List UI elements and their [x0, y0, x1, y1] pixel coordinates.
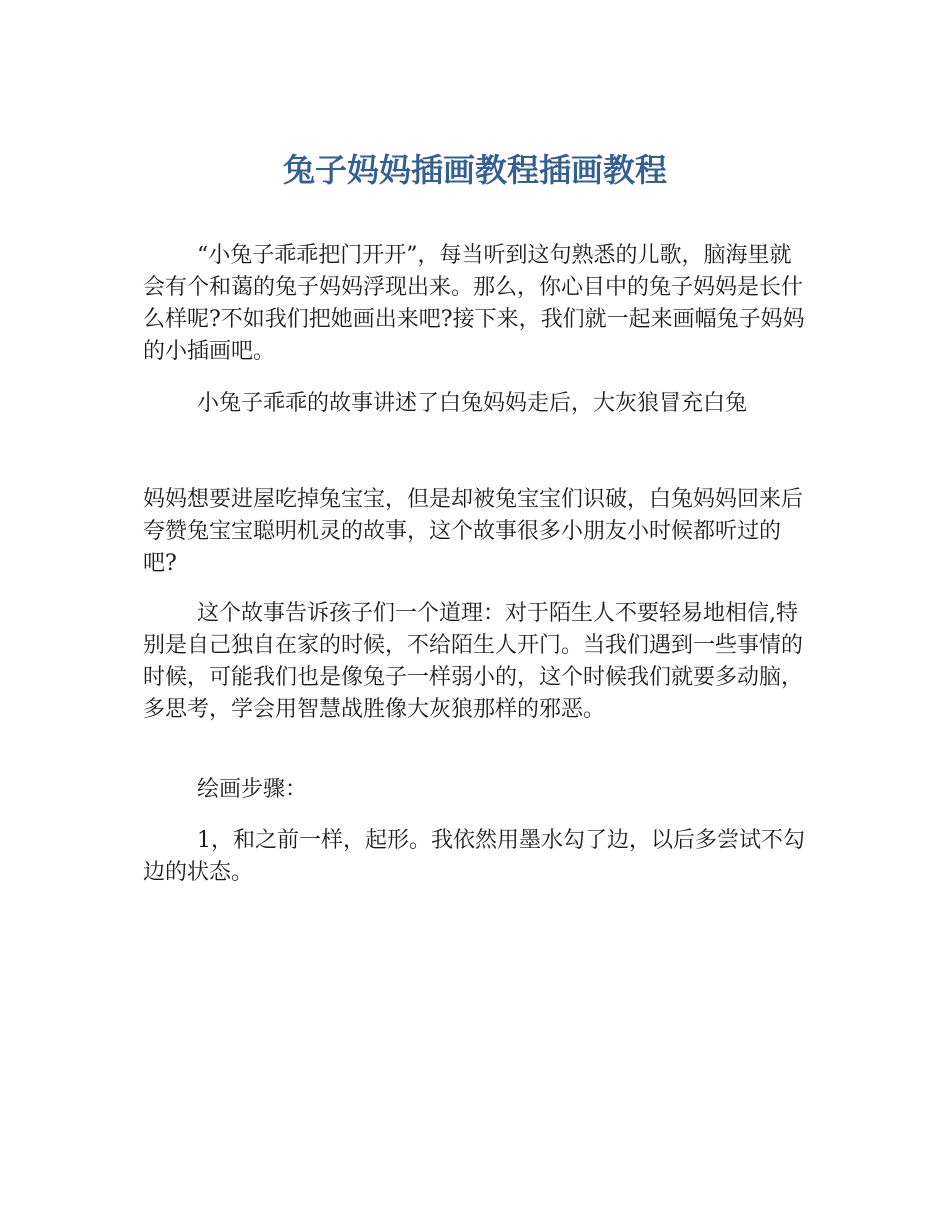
paragraph-intro: “小兔子乖乖把门开开”，每当听到这句熟悉的儿歌，脑海里就会有个和蔼的兔子妈妈浮现出来。那么，你心目中的兔子妈妈是长什么样呢?不如我们把她画出来吧?接下来，我们就一起来画幅兔子妈妈的小插画吧。 — [143, 243, 805, 364]
paragraph-step-1: 1，和之前一样，起形。我依然用墨水勾了边，以后多尝试不勾边的状态。 — [143, 828, 805, 885]
paragraph-story-start: 小兔子乖乖的故事讲述了白兔妈妈走后，大灰狼冒充白兔 — [197, 391, 748, 416]
paragraph-lesson: 这个故事告诉孩子们一个道理：对于陌生人不要轻易地相信,特别是自己独自在家的时候，不给陌生人开门。当我们遇到一些事情的时候，可能我们也是像兔子一样弱小的，这个时候我们就要多动脑，多思考，学会用智慧战胜像大灰狼那样的邪恶。 — [143, 601, 804, 722]
document-title: 兔子妈妈插画教程插画教程 — [282, 151, 667, 189]
paragraph-steps-heading: 绘画步骤： — [197, 777, 308, 802]
paragraph-story-continued: 妈妈想要进屋吃掉兔宝宝，但是却被兔宝宝们识破，白兔妈妈回来后夸赞兔宝宝聪明机灵的故事，这个故事很多小朋友小时候都听过的吧? — [143, 487, 804, 576]
